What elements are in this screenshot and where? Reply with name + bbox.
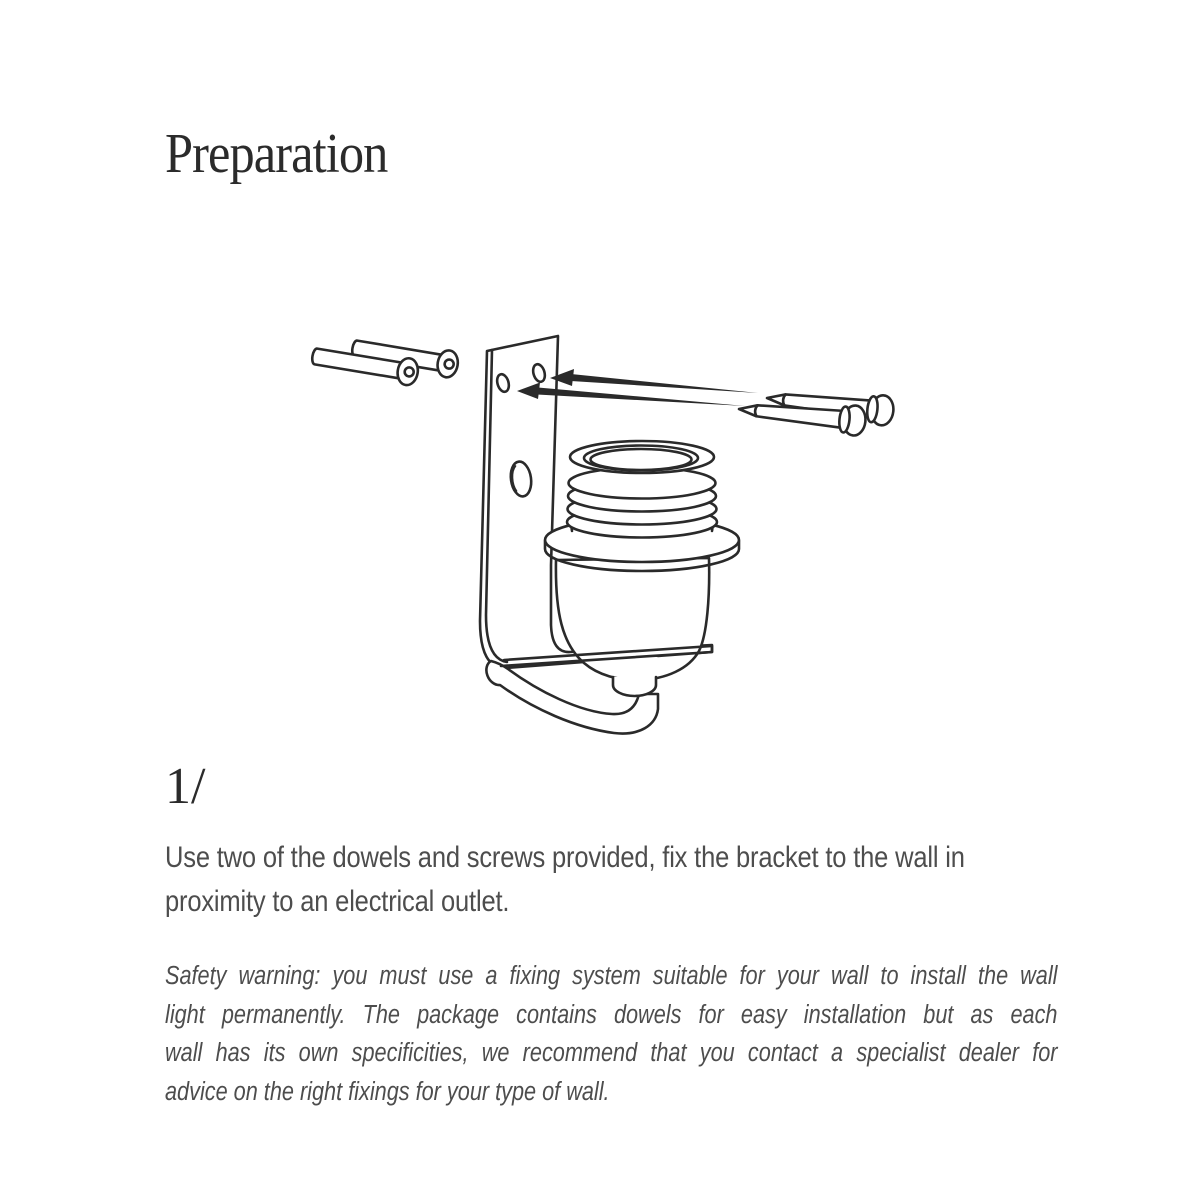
installation-diagram	[295, 325, 915, 745]
text-line: wall has its own specificities, we recommend that you contact a specialist dealer for	[165, 1039, 1058, 1067]
cable-outlet-dome	[613, 677, 656, 696]
text-line: Safety warning: you must use a fixing system suitable for your wall to install the wall	[165, 962, 1058, 990]
wall-dowels-drawing	[310, 335, 459, 387]
page-title: Preparation	[165, 122, 388, 185]
text-line: proximity to an electrical outlet.	[165, 885, 510, 918]
mounting-screws-drawing	[738, 383, 895, 436]
text-line: light permanently. The package contains dowels for easy installation but as each	[165, 1000, 1058, 1029]
step-instruction	[165, 836, 1200, 924]
step-number: 1/	[165, 758, 206, 815]
text-line: Use two of the dowels and screws provided, fix the bracket to the wall in	[165, 841, 965, 874]
arrow-upper-shaft	[571, 374, 758, 393]
arrow-lower-shaft	[537, 388, 745, 407]
socket-threads	[567, 441, 717, 538]
safety-warning	[165, 957, 1058, 1111]
text-line: advice on the right fixings for your type of wall.	[165, 1077, 610, 1106]
